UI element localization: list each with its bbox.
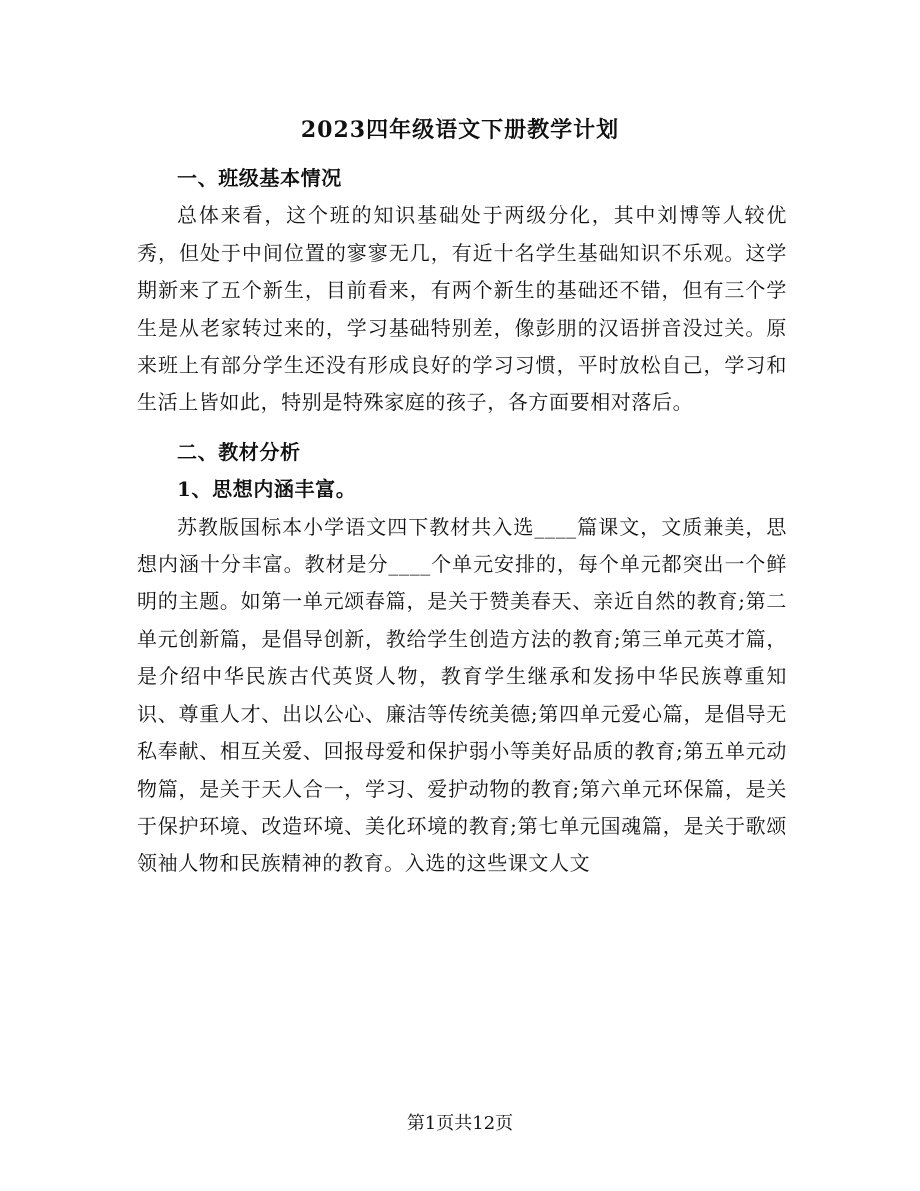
paragraph-rich-content: 苏教版国标本小学语文四下教材共入选____篇课文，文质兼美，思想内涵十分丰富。教材是分____个单元安排的，每个单元都突出一个鲜明的主题。如第一单元颂春篇，是关于赞美春天、亲近自然的教育;第二单元创新篇，是倡导创新，教给学生创造方法的教育;第三单元英才篇，是介绍中华民族古代英贤人物，教育学生继承和发扬中华民族尊重知识、尊重人才、出以公心、廉洁等传统美德;第四单元爱心篇，是倡导无私奉献、相互关爱、回报母爱和保护弱小等美好品质的教育;第五单元动物篇，是关于天人合一，学习、爱护动物的教育;第六单元环保篇，是关于保护环境、改造环境、美化环境的教育;第七单元国魂篇，是关于歌颂领袖人物和民族精神的教育。入选的这些课文人文 [137,514,787,876]
section-heading-textbook-analysis: 二、教材分析 [177,439,301,464]
page-number: 第1页共12页 [406,1113,514,1134]
subsection-heading-rich-content: 1、思想内涵丰富。 [177,477,357,502]
paragraph-class-situation: 总体来看，这个班的知识基础处于两级分化，其中刘博等人较优秀，但处于中间位置的寥寥无几，有近十名学生基础知识不乐观。这学期新来了五个新生，目前看来，有两个新生的基础还不错，但有三个学生是从老家转过来的，学习基础特别差，像彭朋的汉语拼音没过关。原来班上有部分学生还没有形成良好的学习习惯，平时放松自己，学习和生活上皆如此，特别是特殊家庭的孩子，各方面要相对落后。 [137,203,787,415]
section-heading-class-situation: 一、班级基本情况 [177,166,342,190]
paragraph-gap [137,422,787,434]
document-title: 2023四年级语文下册教学计划 [300,117,620,143]
document-body [137,160,787,883]
